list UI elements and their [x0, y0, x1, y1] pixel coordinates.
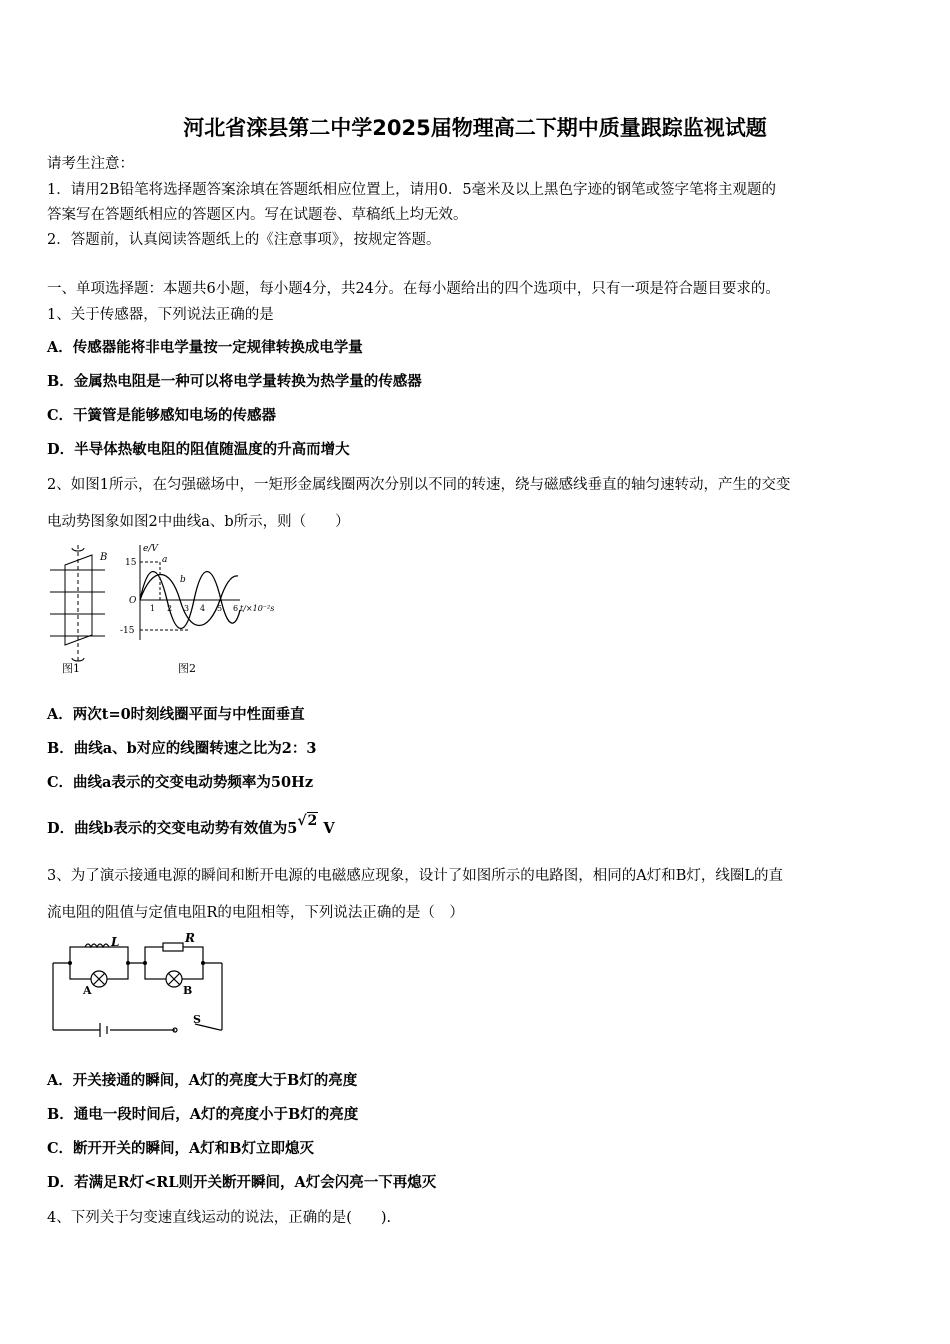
notice-line-1: 1．请用2B铅笔将选择题答案涂填在答题纸相应位置上，请用0．5毫米及以上黑色字迹的钢笔或签字笔将主观题的 — [47, 182, 777, 198]
coil-diagram — [50, 545, 108, 662]
curve-b-label: b — [180, 575, 186, 585]
section-heading: 一、单项选择题：本题共6小题，每小题4分，共24分。在每小题给出的四个选项中，只有一项是符合题目要求的。 — [47, 281, 780, 297]
inductor-label: L — [111, 935, 120, 949]
tick-15: 15 — [125, 558, 137, 568]
switch-label: S — [193, 1013, 201, 1026]
q2-stem-1: 2、如图1所示，在匀强磁场中，一矩形金属线圈两次分别以不同的转速，绕与磁感线垂直的轴匀速转动，产生的交变 — [47, 477, 791, 493]
fig1-caption: 图1 — [62, 662, 80, 675]
junction-dot — [68, 961, 72, 965]
q2-option-d — [47, 813, 335, 838]
x-tick: 3 — [184, 604, 190, 613]
q1-option-d: D．半导体热敏电阻的阻值随温度的升高而增大 — [47, 441, 350, 458]
resistor-label: R — [185, 931, 195, 945]
q2-figure — [40, 540, 290, 680]
field-label-b: B — [100, 552, 108, 563]
sqrt-symbol: √2 — [297, 813, 318, 829]
q3-option-b: B．通电一段时间后，A灯的亮度小于B灯的亮度 — [47, 1106, 359, 1123]
x-tick: 5 — [217, 604, 223, 613]
x-tick: 6 — [233, 604, 239, 613]
q3-stem-1: 3、为了演示接通电源的瞬间和断开电源的电磁感应现象，设计了如图所示的电路图，相同的A灯和B灯，线圈L的直 — [47, 868, 783, 884]
q1-option-a: A．传感器能将非电学量按一定规律转换成电学量 — [47, 339, 363, 356]
emf-graph — [140, 545, 240, 640]
q3-option-c: C．断开开关的瞬间，A灯和B灯立即熄灭 — [47, 1140, 315, 1157]
notice-line-2: 答案写在答题纸相应的答题区内。写在试题卷、草稿纸上均无效。 — [47, 207, 468, 223]
page-title: 河北省滦县第二中学2025届物理高二下期中质量跟踪监视试题 — [183, 116, 767, 140]
q2-option-d-text: D．曲线b表示的交变电动势有效值为5 — [47, 820, 298, 837]
axis-y-label: e/V — [143, 544, 158, 554]
q2-option-a: A．两次t=0时刻线圈平面与中性面垂直 — [47, 706, 305, 723]
notice-heading: 请考生注意： — [47, 156, 134, 172]
x-tick: 1 — [150, 604, 156, 613]
q3-option-a: A．开关接通的瞬间，A灯的亮度大于B灯的亮度 — [47, 1072, 358, 1089]
junction-dot — [201, 961, 205, 965]
x-tick: 2 — [167, 604, 173, 613]
curve-a-label: a — [162, 555, 168, 565]
x-tick: 4 — [200, 604, 206, 613]
q3-stem-2: 流电阻的阻值与定值电阻R的电阻相等，下列说法正确的是（ ） — [47, 905, 464, 921]
fig2-caption: 图2 — [178, 662, 196, 675]
q1-option-b: B．金属热电阻是一种可以将电学量转换为热学量的传感器 — [47, 373, 422, 390]
q3-option-d: D．若满足R灯<RL则开关断开瞬间，A灯会闪亮一下再熄灭 — [47, 1174, 437, 1191]
q2-stem-2: 电动势图象如图2中曲线a、b所示，则（ ） — [47, 514, 350, 530]
junction-dot — [143, 961, 147, 965]
lamp-a-label: A — [83, 984, 92, 997]
q2-option-c: C．曲线a表示的交变电动势频率为50Hz — [47, 774, 314, 791]
sqrt-radicand: 2 — [307, 813, 318, 829]
lamp-b-label: B — [183, 984, 193, 997]
tick-minus-15: -15 — [120, 626, 135, 636]
q1-stem: 1、关于传感器，下列说法正确的是 — [47, 307, 274, 323]
q4-stem: 4、下列关于匀变速直线运动的说法，正确的是( ). — [47, 1210, 392, 1226]
q2-option-d-unit: V — [323, 820, 335, 837]
q2-option-b: B．曲线a、b对应的线圈转速之比为2：3 — [47, 740, 317, 757]
q1-option-c: C．干簧管是能够感知电场的传感器 — [47, 407, 277, 424]
notice-line-3: 2．答题前，认真阅读答题纸上的《注意事项》，按规定答题。 — [47, 232, 441, 248]
q3-circuit-figure — [45, 930, 235, 1038]
axis-x-label: t/×10⁻²s — [240, 604, 275, 613]
junction-dot — [126, 961, 130, 965]
origin-label: O — [129, 596, 137, 606]
